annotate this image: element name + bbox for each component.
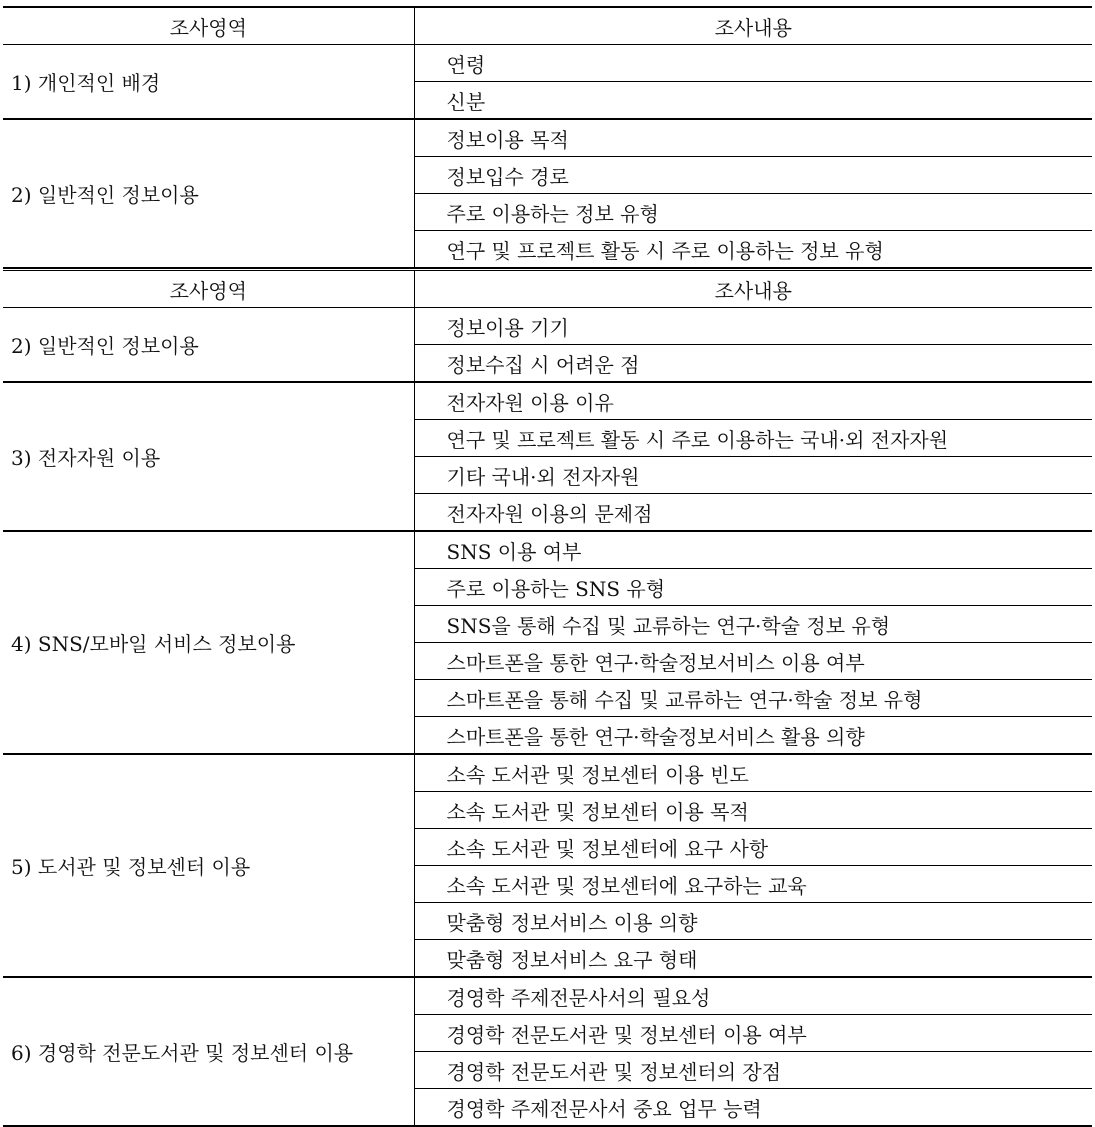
item-cell: SNS 이용 여부: [414, 531, 1092, 569]
item-cell: 전자자원 이용의 문제점: [414, 494, 1092, 532]
header-area: 조사영역: [3, 270, 414, 308]
table-row: [3, 45, 1092, 82]
header-area: 조사영역: [3, 7, 414, 45]
item-cell: 소속 도서관 및 정보센터 이용 빈도: [414, 754, 1092, 792]
table-row: [3, 977, 1092, 1015]
item-cell: 연구 및 프로젝트 활동 시 주로 이용하는 정보 유형: [414, 231, 1092, 269]
table-row: [3, 531, 1092, 569]
area-cell: 4) SNS/모바일 서비스 정보이용: [3, 531, 414, 754]
area-cell: 2) 일반적인 정보이용: [3, 119, 414, 268]
item-cell: 연령: [414, 45, 1092, 82]
item-cell: 연구 및 프로젝트 활동 시 주로 이용하는 국내·외 전자자원: [414, 420, 1092, 457]
survey-table-part-2: [3, 268, 1092, 1127]
item-cell: 스마트폰을 통한 연구·학술정보서비스 이용 여부: [414, 643, 1092, 680]
area-cell: 3) 전자자원 이용: [3, 382, 414, 531]
item-cell: 소속 도서관 및 정보센터 이용 목적: [414, 792, 1092, 829]
item-cell: 전자자원 이용 이유: [414, 382, 1092, 420]
item-cell: 정보이용 기기: [414, 308, 1092, 345]
item-cell: 경영학 전문도서관 및 정보센터의 장점: [414, 1052, 1092, 1089]
item-cell: 경영학 주제전문사서의 필요성: [414, 977, 1092, 1015]
item-cell: 스마트폰을 통한 연구·학술정보서비스 활용 의향: [414, 717, 1092, 755]
table-header-row: [3, 270, 1092, 308]
item-cell: 소속 도서관 및 정보센터에 요구 사항: [414, 829, 1092, 866]
table-row: [3, 754, 1092, 792]
area-cell: 6) 경영학 전문도서관 및 정보센터 이용: [3, 977, 414, 1126]
item-cell: 신분: [414, 82, 1092, 120]
item-cell: 정보수집 시 어려운 점: [414, 345, 1092, 383]
item-cell: 맞춤형 정보서비스 이용 의향: [414, 903, 1092, 940]
item-cell: 맞춤형 정보서비스 요구 형태: [414, 940, 1092, 978]
area-cell: 5) 도서관 및 정보센터 이용: [3, 754, 414, 977]
table-row: [3, 382, 1092, 420]
area-cell: 2) 일반적인 정보이용: [3, 308, 414, 383]
item-cell: 주로 이용하는 SNS 유형: [414, 569, 1092, 606]
item-cell: 기타 국내·외 전자자원: [414, 457, 1092, 494]
table-row: [3, 308, 1092, 345]
table-header-row: [3, 7, 1092, 45]
item-cell: 주로 이용하는 정보 유형: [414, 194, 1092, 231]
table-row: [3, 119, 1092, 157]
header-content: 조사내용: [414, 7, 1092, 45]
item-cell: 소속 도서관 및 정보센터에 요구하는 교육: [414, 866, 1092, 903]
item-cell: 경영학 전문도서관 및 정보센터 이용 여부: [414, 1015, 1092, 1052]
item-cell: SNS을 통해 수집 및 교류하는 연구·학술 정보 유형: [414, 606, 1092, 643]
item-cell: 경영학 주제전문사서 중요 업무 능력: [414, 1089, 1092, 1127]
survey-table-part-1: [3, 6, 1092, 269]
item-cell: 정보입수 경로: [414, 157, 1092, 194]
header-content: 조사내용: [414, 270, 1092, 308]
item-cell: 정보이용 목적: [414, 119, 1092, 157]
item-cell: 스마트폰을 통해 수집 및 교류하는 연구·학술 정보 유형: [414, 680, 1092, 717]
area-cell: 1) 개인적인 배경: [3, 45, 414, 120]
